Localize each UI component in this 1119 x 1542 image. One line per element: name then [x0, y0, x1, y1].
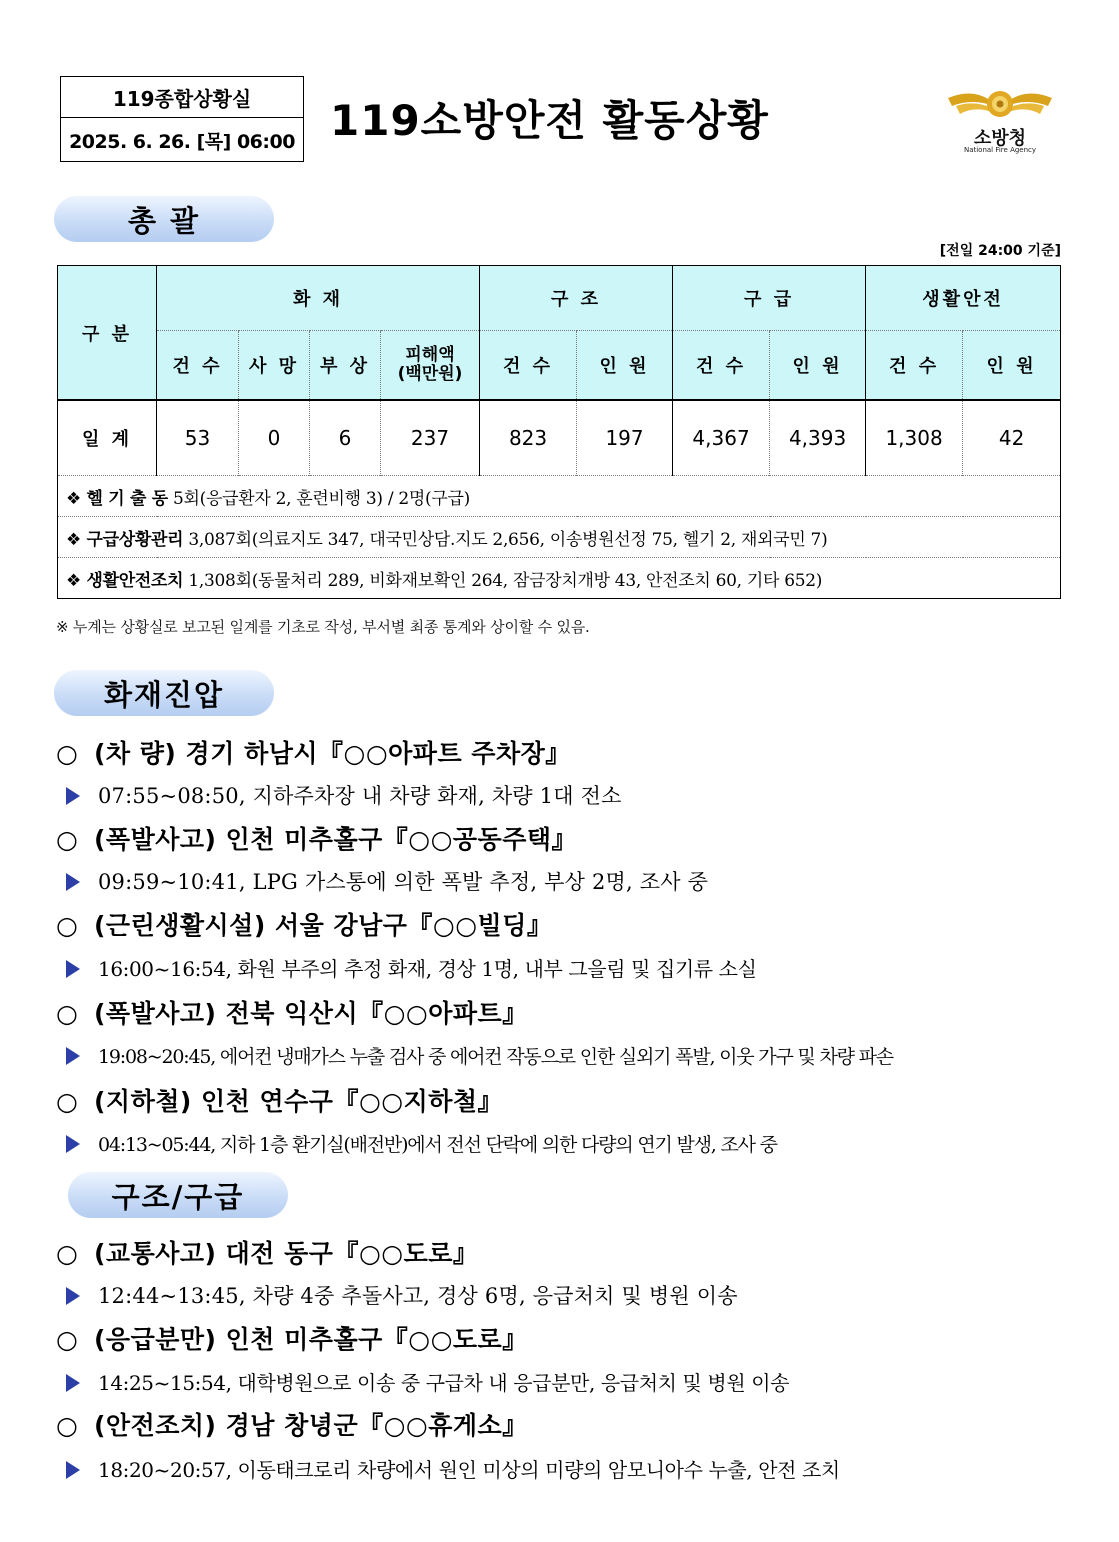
incident-title: ○ (안전조치) 경남 창녕군『○○휴게소』 [56, 1411, 528, 1440]
circle-bullet-icon: ○ [56, 1411, 79, 1440]
note-key: ❖ 헬 기 출 동 [66, 488, 168, 509]
group-header-ems: 구 급 [673, 266, 866, 331]
subheader: 피해액 (백만원) [381, 331, 480, 401]
incident-detail: 16:00~16:54, 화원 부주의 추정 화재, 경상 1명, 내부 그을림 및 집기류 소실 [66, 953, 757, 982]
incident-title: ○ (근린생활시설) 서울 강남구『○○빌딩』 [56, 911, 553, 940]
table-cell: 53 [157, 400, 239, 476]
group-header-rescue: 구 조 [480, 266, 673, 331]
incident-title: ○ (차 량) 경기 하남시『○○아파트 주차장』 [56, 739, 571, 768]
incident-detail: 09:59~10:41, LPG 가스통에 의한 폭발 추정, 부상 2명, 조사 중 [66, 866, 708, 896]
logo-subtext: National Fire Agency [963, 146, 1037, 154]
summary-section-title: 총 괄 [54, 196, 274, 242]
triangle-arrow-icon [66, 873, 80, 891]
incident-title: ○ (교통사고) 대전 동구『○○도로』 [56, 1239, 479, 1268]
triangle-arrow-icon [66, 1047, 80, 1065]
report-datetime: 2025. 6. 26. [목] 06:00 [69, 130, 295, 153]
note-text: 3,087회(의료지도 347, 대국민상담.지도 2,656, 이송병원선정 75, 헬기 2, 재외국민 7) [188, 529, 828, 550]
triangle-arrow-icon [66, 787, 80, 805]
table-cell: 42 [963, 400, 1061, 476]
incident-title: ○ (응급분만) 인천 미추홀구『○○도로』 [56, 1325, 528, 1354]
incident-detail: 18:20~20:57, 이동태크로리 차량에서 원인 미상의 미량의 암모니아수 누출, 안전 조치 [66, 1454, 840, 1483]
triangle-arrow-icon [66, 960, 80, 978]
note-key: ❖ 구급상황관리 [66, 529, 184, 550]
rescue-section-title: 구조/구급 [68, 1172, 288, 1218]
incident-detail: 04:13~05:44, 지하 1층 환기실(배전반)에서 전선 단락에 의한 다량의 연기 발생, 조사 중 [66, 1130, 777, 1157]
page-title: 119소방안전 활동상황 [330, 96, 769, 145]
office-name: 119종합상황실 [61, 77, 303, 118]
circle-bullet-icon: ○ [56, 999, 79, 1028]
table-cell: 4,393 [770, 400, 866, 476]
triangle-arrow-icon [66, 1135, 80, 1153]
subheader: 건 수 [480, 331, 577, 401]
table-cell: 0 [239, 400, 310, 476]
triangle-arrow-icon [66, 1461, 80, 1479]
circle-bullet-icon: ○ [56, 911, 79, 940]
incident-detail: 07:55~08:50, 지하주차장 내 차량 화재, 차량 1대 전소 [66, 780, 622, 810]
incident-detail: 12:44~13:45, 차량 4중 추돌사고, 경상 6명, 응급처치 및 병원 이송 [66, 1280, 738, 1310]
note-key: ❖ 생활안전조치 [66, 570, 184, 591]
triangle-arrow-icon [66, 1287, 80, 1305]
subheader: 건 수 [866, 331, 963, 401]
circle-bullet-icon: ○ [56, 1087, 79, 1116]
incident-title: ○ (지하철) 인천 연수구『○○지하철』 [56, 1087, 504, 1116]
incident-detail: 14:25~15:54, 대학병원으로 이송 중 구급차 내 응급분만, 응급처치 및 병원 이송 [66, 1367, 789, 1396]
subheader: 인 원 [963, 331, 1061, 401]
subheader: 건 수 [157, 331, 239, 401]
table-cell: 4,367 [673, 400, 770, 476]
table-cell: 237 [381, 400, 480, 476]
circle-bullet-icon: ○ [56, 1239, 79, 1268]
note-row-helicopter [58, 476, 1061, 517]
group-header-safety: 생활안전 [866, 266, 1061, 331]
note-row-safety [58, 558, 1061, 599]
subheader: 사 망 [239, 331, 310, 401]
circle-bullet-icon: ○ [56, 739, 79, 768]
subheader: 인 원 [577, 331, 673, 401]
subheader: 부 상 [310, 331, 381, 401]
disclaimer: ※ 누계는 상황실로 보고된 일계를 기초로 작성, 부서별 최종 통계와 상이할 수 있음. [56, 618, 590, 636]
report-info-box [60, 76, 304, 162]
circle-bullet-icon: ○ [56, 1325, 79, 1354]
note-text: 5회(응급환자 2, 훈련비행 3) / 2명(구급) [173, 488, 470, 509]
table-cell: 197 [577, 400, 673, 476]
incident-detail: 19:08~20:45, 에어컨 냉매가스 누출 검사 중 에어컨 작동으로 인한 실외기 폭발, 이웃 가구 및 차량 파손 [66, 1042, 893, 1069]
group-header-fire: 화 재 [157, 266, 480, 331]
incident-title: ○ (폭발사고) 인천 미추홀구『○○공동주택』 [56, 825, 577, 854]
note-text: 1,308회(동물처리 289, 비화재보확인 264, 잠금장치개방 43, 안전조치 60, 기타 652) [188, 570, 823, 591]
incident-title: ○ (폭발사고) 전북 익산시『○○아파트』 [56, 999, 528, 1028]
circle-bullet-icon: ○ [56, 825, 79, 854]
subheader: 건 수 [673, 331, 770, 401]
note-row-ems-management [58, 517, 1061, 558]
basis-note: [전일 24:00 기준] [939, 243, 1061, 259]
row-label: 일 계 [58, 400, 157, 476]
triangle-arrow-icon [66, 1374, 80, 1392]
summary-table [57, 265, 1061, 599]
subheader: 인 원 [770, 331, 866, 401]
table-cell: 1,308 [866, 400, 963, 476]
logo-text: 소방청 [973, 128, 1027, 149]
fire-section-title: 화재진압 [54, 670, 274, 716]
table-cell: 6 [310, 400, 381, 476]
table-cell: 823 [480, 400, 577, 476]
category-header: 구 분 [58, 266, 157, 401]
